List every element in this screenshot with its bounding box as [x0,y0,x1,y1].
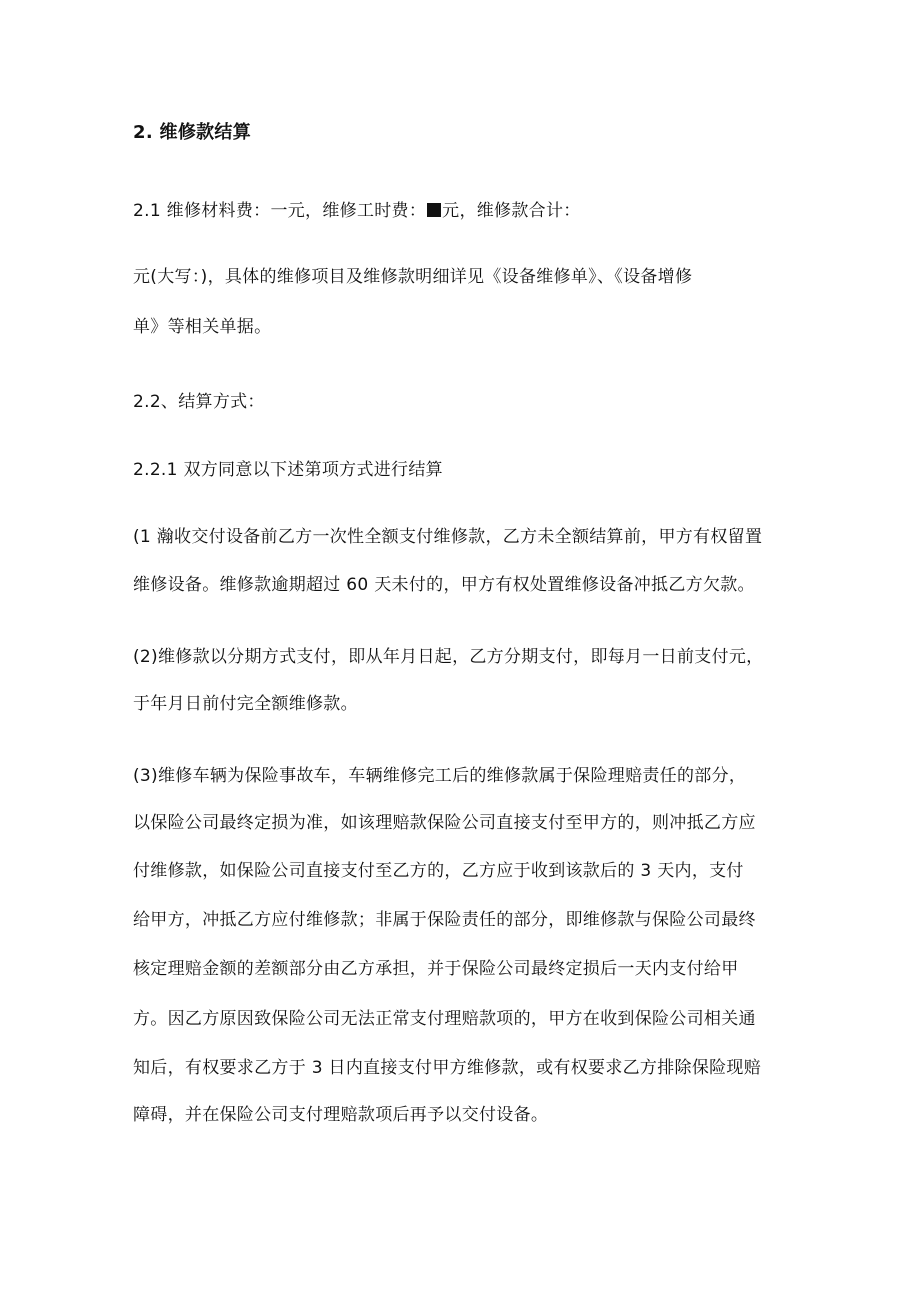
clause-2-1-line-2: 元(大写：)，具体的维修项目及维修款明细详见《设备维修单》、《设备增修 [133,267,693,287]
clause-2-1-text-b: 元，维修款合计： [442,201,581,221]
option-3-line-3: 付维修款，如保险公司直接支付至乙方的，乙方应于收到该款后的 3 天内，支付 [133,861,744,881]
option-3-line-6: 方。因乙方原因致保险公司无法正常支付理赔款项的，甲方在收到保险公司相关通 [133,1009,756,1029]
clause-2-1-text-a: 2.1 维修材料费：一元，维修工时费： [133,201,427,221]
option-3-line-1: (3)维修车辆为保险事故车，车辆维修完工后的维修款属于保险理赔责任的部分， [133,766,747,786]
option-1-line-2: 维修设备。维修款逾期超过 60 天未付的，甲方有权处置维修设备冲抵乙方欠款。 [133,575,755,595]
option-3-line-2: 以保险公司最终定损为准，如该理赔款保险公司直接支付至甲方的，则冲抵乙方应 [133,813,756,833]
clause-2-2-1: 2.2.1 双方同意以下述第项方式进行结算 [133,460,443,480]
clause-2-1-line-1 [133,200,581,222]
option-2-line-1: (2)维修款以分期方式支付，即从年月日起，乙方分期支付，即每月一日前支付元， [133,647,764,667]
redaction-box [427,203,441,217]
option-3-line-5: 核定理赔金额的差额部分由乙方承担，并于保险公司最终定损后一天内支付给甲 [133,959,739,979]
option-3-line-4: 给甲方，冲抵乙方应付维修款；非属于保险责任的部分，即维修款与保险公司最终 [133,910,756,930]
option-3-line-7: 知后，有权要求乙方于 3 日内直接支付甲方维修款，或有权要求乙方排除保险现赔 [133,1058,762,1078]
option-2-line-2: 于年月日前付完全额维修款。 [133,694,358,714]
clause-2-2-title: 2.2、结算方式： [133,392,265,412]
option-1-line-1: (1 瀚收交付设备前乙方一次性全额支付维修款，乙方未全额结算前，甲方有权留置 [133,527,763,547]
section-heading: 2. 维修款结算 [133,122,252,143]
option-3-line-8: 障碍，并在保险公司支付理赔款项后再予以交付设备。 [133,1105,549,1125]
clause-2-1-line-3: 单》等相关单据。 [133,317,272,337]
